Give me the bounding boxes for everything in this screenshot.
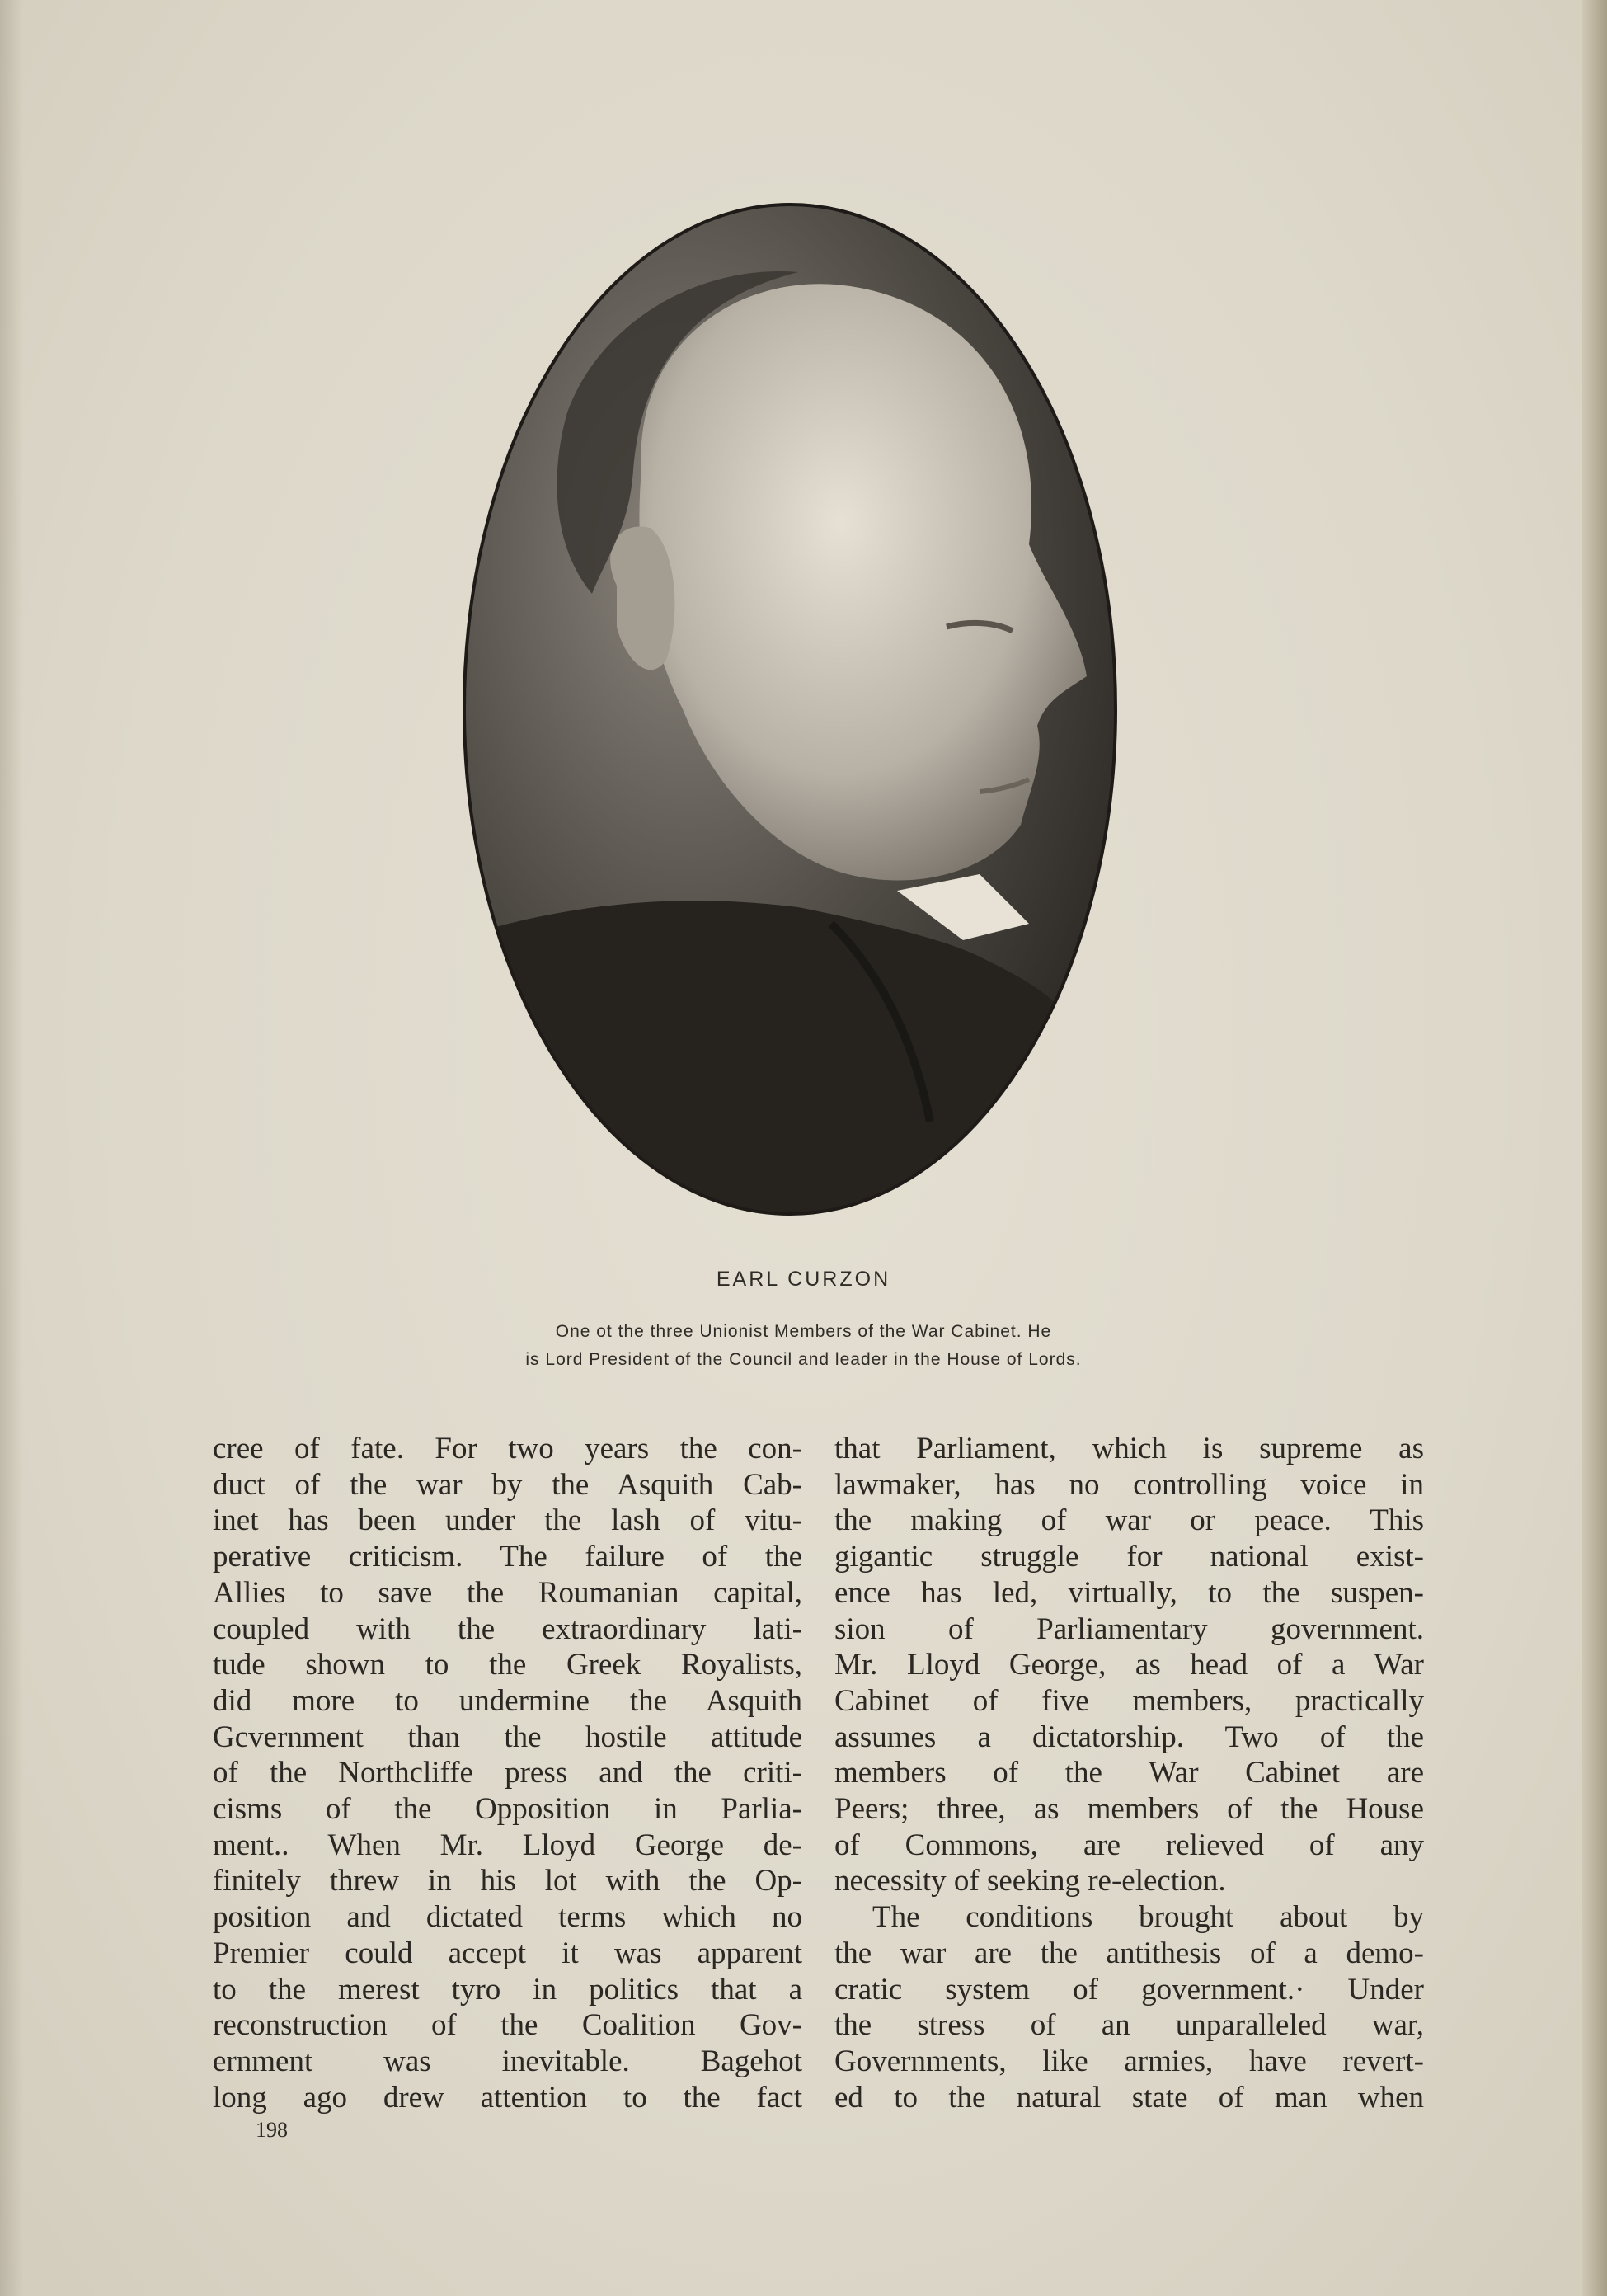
page-number: 198 bbox=[256, 2118, 288, 2142]
page-gutter-shadow bbox=[0, 0, 23, 2296]
text-line: of Commons, are relieved of any bbox=[834, 1828, 1424, 1862]
text-line: tude shown to the Greek Royalists, bbox=[213, 1648, 802, 1682]
text-line: Cabinet of five members, practically bbox=[834, 1683, 1424, 1718]
text-line: lawmaker, has no controlling voice in bbox=[834, 1467, 1424, 1502]
left-text-column bbox=[213, 1431, 802, 2115]
text-line: members of the War Cabinet are bbox=[834, 1756, 1424, 1790]
text-line: duct of the war by the Asquith Cab- bbox=[213, 1467, 802, 1502]
text-line: the war are the antithesis of a demo- bbox=[834, 1936, 1424, 1970]
text-line: Premier could accept it was apparent bbox=[213, 1936, 802, 1970]
text-line: gigantic struggle for national exist- bbox=[834, 1540, 1424, 1574]
caption-title: EARL CURZON bbox=[716, 1268, 891, 1291]
text-line: assumes a dictatorship. Two of the bbox=[834, 1720, 1424, 1754]
text-line: the making of war or peace. This bbox=[834, 1503, 1424, 1538]
text-line: Governments, like armies, have revert- bbox=[834, 2044, 1424, 2078]
text-line: of the Northcliffe press and the criti- bbox=[213, 1756, 802, 1790]
text-line: that Parliament, which is supreme as bbox=[834, 1432, 1424, 1466]
text-line: did more to undermine the Asquith bbox=[213, 1683, 802, 1718]
text-line: cratic system of government.· Under bbox=[834, 1972, 1424, 2007]
portrait-photo bbox=[452, 198, 1128, 1229]
text-line: Peers; three, as members of the House bbox=[834, 1792, 1424, 1827]
text-line: ernment was inevitable. Bagehot bbox=[213, 2044, 802, 2078]
text-line: position and dictated terms which no bbox=[213, 1900, 802, 1935]
text-line: coupled with the extraordinary lati- bbox=[213, 1611, 802, 1646]
text-line: perative criticism. The failure of the bbox=[213, 1540, 802, 1574]
caption-line: is Lord President of the Council and leader in the House of Lords. bbox=[525, 1350, 1082, 1369]
page-edge bbox=[1582, 0, 1607, 2296]
text-line: ment.. When Mr. Lloyd George de- bbox=[213, 1828, 802, 1862]
text-line: Mr. Lloyd George, as head of a War bbox=[834, 1648, 1424, 1682]
text-line: reconstruction of the Coalition Gov- bbox=[213, 2008, 802, 2043]
text-line: to the merest tyro in politics that a bbox=[213, 1972, 802, 2007]
caption-line: One ot the three Unionist Members of the War Cabinet. He bbox=[555, 1322, 1052, 1341]
text-line: sion of Parliamentary government. bbox=[834, 1611, 1424, 1646]
text-line: the stress of an unparalleled war, bbox=[834, 2008, 1424, 2043]
text-line: finitely threw in his lot with the Op- bbox=[213, 1864, 802, 1898]
text-line: cisms of the Opposition in Parlia- bbox=[213, 1792, 802, 1827]
text-line: long ago drew attention to the fact bbox=[213, 2080, 802, 2115]
right-text-column bbox=[834, 1431, 1424, 2115]
paragraph-start-line: The conditions brought about by bbox=[872, 1900, 1424, 1935]
text-line: ed to the natural state of man when bbox=[834, 2080, 1424, 2115]
text-line: Gcvernment than the hostile attitude bbox=[213, 1720, 802, 1754]
text-line: inet has been under the lash of vitu- bbox=[213, 1503, 802, 1538]
text-line: Allies to save the Roumanian capital, bbox=[213, 1575, 802, 1610]
text-line: necessity of seeking re-election. bbox=[834, 1864, 1226, 1898]
caption-description bbox=[0, 1318, 1607, 1374]
text-line: ence has led, virtually, to the suspen- bbox=[834, 1575, 1424, 1610]
text-line: cree of fate. For two years the con- bbox=[213, 1432, 802, 1466]
